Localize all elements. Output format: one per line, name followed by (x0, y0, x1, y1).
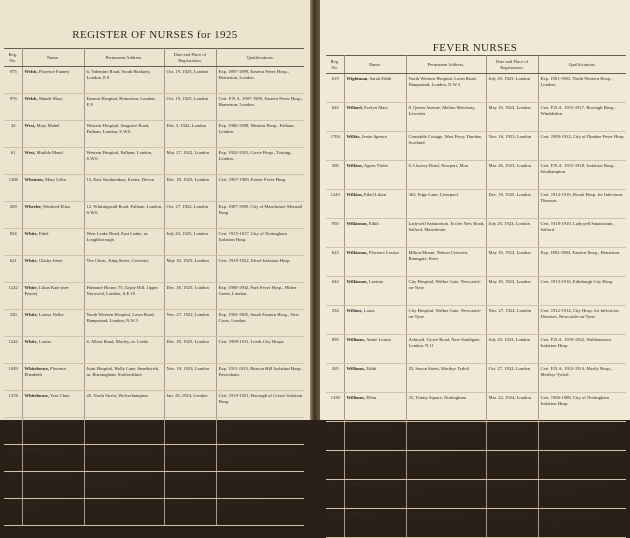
table-row (4, 148, 304, 175)
permanent-address: Constable Cottage, West Ferry, Dundee, Scotland (406, 132, 486, 161)
nurse-name (344, 103, 406, 132)
qualifications: Exp. 1902-1905, South Eastern Hosp., New Cross, London. (216, 310, 304, 337)
permanent-address: Western Hospital, Seagrave Road, Fulham, London, S.W.6 (84, 121, 164, 148)
reg-number: 269 (4, 202, 22, 229)
table-header-row (4, 49, 304, 67)
registration-date-place: July 20, 1923, London (486, 74, 538, 103)
surname: Wightman, (346, 76, 369, 82)
surname: Welsh, (24, 96, 38, 102)
nurse-name (22, 391, 84, 418)
nurse-name (344, 364, 406, 393)
given-names: Kathleen (43, 501, 61, 507)
right-page (320, 0, 630, 522)
nurse-name (22, 121, 84, 148)
surname: Williams, (346, 366, 366, 372)
registration-date-place: Jan. 18, 1924, London (164, 391, 216, 418)
reg-number: 1242 (4, 283, 22, 310)
given-names: Ethelwyn (45, 447, 64, 453)
permanent-address: 6, Albert Road, Morley, nr. Leeds (84, 337, 164, 364)
qualifications: Cert. 1906-1908, City of Nottingham Isolation Hosp. (538, 393, 626, 422)
reg-number: 975 (4, 67, 22, 94)
table-row (326, 335, 626, 364)
reg-number: 808 (4, 445, 22, 472)
qualifications: Cert. 1919-1921, Borough of Crewe Isolation Hosp. (216, 391, 304, 418)
registration-date-place: July 20, 1923, London (486, 335, 538, 364)
reg-number: 859 (326, 335, 344, 364)
permanent-address: Western Hospital, Seagrave Road, Fulham, London, S.W.6 (84, 472, 164, 499)
table-row (4, 472, 304, 499)
table-row (326, 248, 626, 277)
table-row (326, 132, 626, 161)
qualifications: Cert. F.N.A. 1907-1909, Eastern Fever Hosp., Homerton, London. (216, 94, 304, 121)
reg-number: 1243 (326, 190, 344, 219)
registration-date-place: Dec. 18, 1925, London (486, 451, 538, 480)
permanent-address: 25, Saxon Street, Merthyr Tydvil (406, 364, 486, 393)
header-registration: Date and Place of Registration. (164, 49, 216, 67)
qualifications: Cert. 1915-1917, City of Nottingham Isolation Hosp. (216, 229, 304, 256)
qualifications: Cert. F.N.A. 1915-1918, Isolation Hosp., Southampton. (538, 161, 626, 190)
book-gutter (310, 0, 320, 420)
reg-number: 265 (326, 364, 344, 393)
table-row (4, 364, 304, 391)
permanent-address: Ladywell Sanatorium, Eccles New Road, Salford, Manchester (406, 219, 486, 248)
table-body (326, 74, 626, 538)
given-names: Grace (366, 511, 378, 517)
qualifications: Cert. 1909-1912, City of Dundee Fever Hosp. (538, 132, 626, 161)
nurse-name (22, 256, 84, 283)
reg-number: 1306 (4, 175, 22, 202)
qualifications: Cert. 1914-1916, Brook Hosp. for Infectious Diseases. (538, 190, 626, 219)
nurse-name (22, 94, 84, 121)
permanent-address: 12, East Southernhay, Exeter, Devon (84, 175, 164, 202)
surname: Williams, (346, 395, 366, 401)
registration-date-place: Oct. 19, 1925, London (164, 94, 216, 121)
surname: Wickson, (24, 501, 43, 507)
nurse-name (22, 364, 84, 391)
registration-date-place: Mar. 27, 1922, London (164, 148, 216, 175)
reg-number: 619 (326, 74, 344, 103)
table-row (4, 418, 304, 445)
qualifications: Cert. F.N.A. 1912-1914, Marily Hosp., Merthyr Tydvil. (538, 364, 626, 393)
nurse-name (22, 418, 84, 445)
registration-date-place: Oct. 27, 1922, London (486, 422, 538, 451)
table-row (326, 364, 626, 393)
surname: White, (24, 258, 38, 264)
qualifications: Exp. 1909-1912, North Eastern Hosp., Tottenham, London. (538, 480, 626, 509)
surname: West, (24, 150, 36, 156)
table-row (326, 509, 626, 538)
surname: Wilkins, (346, 192, 363, 198)
reg-number: 1250 (326, 451, 344, 480)
table-row (326, 219, 626, 248)
surname: Whitfield, (24, 447, 45, 453)
reg-number: 834 (4, 229, 22, 256)
registration-date-place: May 18, 1923, London (486, 103, 538, 132)
nurse-name (344, 509, 406, 538)
registration-date-place: Nov. 27, 1922, London (164, 310, 216, 337)
surname: Williams, (346, 337, 366, 343)
qualifications: Exp. 1922-1923, Grove Hosp., Tooting, London. (216, 148, 304, 175)
permanent-address: 12, Whittingstall Road, Fulham, London, S.W.6 (84, 202, 164, 229)
surname: Wickham, (24, 474, 45, 480)
given-names: Ellen (366, 395, 377, 401)
reg-number: 625 (326, 480, 344, 509)
registration-date-place: Dec. 18, 1925, London (164, 175, 216, 202)
permanent-address: Milton Mount, Nelson Crescent, Ramsgate, Kent (406, 248, 486, 277)
header-registration: Date and Place of Registration. (486, 56, 538, 74)
registration-date-place: June 15, 1923, (164, 499, 216, 526)
qualifications: Cert. 1907-1909, Exeter Fever Hosp. (216, 175, 304, 202)
registration-date-place: July 20, 1923, London (164, 445, 216, 472)
permanent-address: 20, North Street, Wolverhampton (84, 391, 164, 418)
surname: West, (24, 123, 36, 129)
nurse-name (344, 393, 406, 422)
nurse-name (344, 480, 406, 509)
header-reg-no: Reg. No. (326, 56, 344, 74)
given-names: Gertrude Miriam (366, 482, 398, 488)
header-reg-no: Reg. No. (4, 49, 22, 67)
given-names: Jessie Spence (361, 134, 387, 140)
table-row (4, 283, 304, 310)
nurse-name (344, 161, 406, 190)
qualifications: Cert. 1919-1920, Ham Green Sanatorium Isolation Hosp., Bristol. (538, 422, 626, 451)
given-names: Lilian Kate (nee Payne) (24, 285, 69, 296)
table-row (326, 103, 626, 132)
nurse-name (22, 148, 84, 175)
table-row (4, 256, 304, 283)
surname: Wilkins, (346, 163, 363, 169)
surname: Whiteman, (24, 420, 47, 426)
nurse-name (344, 248, 406, 277)
permanent-address: Minkie, 34, Clarence Street, Mountain Ash, Glamorgan (406, 422, 486, 451)
registration-date-place: Feb. 3, 1922, London (164, 121, 216, 148)
table-row (4, 121, 304, 148)
given-names: Edith (368, 221, 379, 227)
header-name: Name. (22, 49, 84, 67)
table-row (4, 175, 304, 202)
qualifications: Cert. 1918-1919, Ladywell Sanatorium, Salford. (538, 219, 626, 248)
registration-date-place: Dec. 18, 1925, London (164, 337, 216, 364)
table-header-row (326, 56, 626, 74)
registration-date-place: Feb. 3, 1922, London (164, 472, 216, 499)
reg-number: 622 (326, 103, 344, 132)
nurse-name (344, 306, 406, 335)
qualifications: Exp. 1904-1906, Isolation Hosp., Southampton. (538, 509, 626, 538)
nurse-name (344, 451, 406, 480)
given-names: Edith (366, 366, 377, 372)
given-names: Evelyn Mary (364, 105, 389, 111)
reg-number: 976 (4, 94, 22, 121)
permanent-address: Western Hospital, Fulham, London, S.W.6 (84, 148, 164, 175)
qualifications: Exp. 1901-1903, North Western Hosp., London. (538, 74, 626, 103)
table-row (4, 499, 304, 526)
page-title: REGISTER OF NURSES for 1925 (72, 29, 238, 41)
given-names: Florence Irene (366, 453, 393, 459)
nurse-name (22, 283, 84, 310)
permanent-address: 6, Valentine Road, South Hackney, London, E.9 (84, 67, 164, 94)
reg-number: 1439 (326, 393, 344, 422)
qualifications: Cert. 1913-1916, Edinburgh City Hosp. (538, 277, 626, 306)
registration-date-place: Mar. 22, 1924, London (486, 393, 538, 422)
surname: White, (24, 231, 38, 237)
surname: Whitehouse, (24, 393, 49, 399)
qualifications: Cert. 1909-1911, Leeds City Hosps. (216, 337, 304, 364)
given-names: Winifred Eliza (42, 204, 70, 210)
given-names: Enid Mabel (366, 424, 388, 430)
table-row (4, 229, 304, 256)
reg-number: 1704 (326, 132, 344, 161)
permanent-address: North Western Hospital, Lawn Road, Hampstead, London, N.W.3 (84, 310, 164, 337)
qualifications: Cert. F.N.A. 1915-1917, Borough Hosp., Wimbledon. (538, 103, 626, 132)
permanent-address: 35, Trinity Square, Nottingham (406, 393, 486, 422)
given-names: Mary Elizabeth (45, 474, 75, 480)
surname: White, (24, 285, 38, 291)
surname: Wilkinson, (346, 250, 368, 256)
header-qualifications: Qualifications. (538, 56, 626, 74)
given-names: Mary Celia (44, 177, 66, 183)
table-row (326, 422, 626, 451)
header-address: Permanent Address. (406, 56, 486, 74)
registration-date-place: April 27, 1922, London (486, 480, 538, 509)
reg-number: 334 (326, 306, 344, 335)
given-names: Florence Elizabeth (24, 366, 67, 377)
given-names: Sarah Edith (369, 76, 392, 82)
qualifications: Exp. 1900-1902, Park Fever Hosp., Hither Green, London. (216, 283, 304, 310)
permanent-address: City Hospital, Walker Gate, Newcastle-on-Tyne (406, 277, 486, 306)
table-row (326, 277, 626, 306)
nurse-name (22, 445, 84, 472)
reg-number: 623 (326, 248, 344, 277)
table-row (326, 393, 626, 422)
reg-number: 950 (326, 219, 344, 248)
surname: Wilkinson, (346, 221, 368, 227)
permanent-address: 62, Park Avenue, Mitcham, Surrey (84, 418, 164, 445)
permanent-address: 6, Llwerry Road, Newport, Mon (406, 161, 486, 190)
given-names: Agnes Violet (363, 163, 388, 169)
permanent-address: The Clinic, King Street, Coventry (84, 256, 164, 283)
registration-date-place: Oct. 19, 1925, London (164, 67, 216, 94)
surname: Whitehouse, (24, 366, 49, 372)
table-row (4, 310, 304, 337)
reg-number: 269 (326, 422, 344, 451)
reg-number: 621 (4, 256, 22, 283)
reg-number: 61 (4, 148, 22, 175)
reg-number: 1378 (4, 391, 22, 418)
table-body (4, 67, 304, 526)
nurse-name (344, 74, 406, 103)
qualifications: Exp. 1915-1917, City Hosp. for Infectious Diseases, Newcastle-on-Tyne. (216, 445, 304, 472)
permanent-address: City Hospital, Walker Gate, Newcastle-on-Tyne (406, 306, 486, 335)
table-row (4, 94, 304, 121)
surname: Willans, (346, 308, 363, 314)
header-name: Name. (344, 56, 406, 74)
given-names: Annie Louisa (366, 337, 391, 343)
nurse-register-table (326, 55, 626, 538)
nurse-name (22, 337, 84, 364)
given-names: Matilda Maud (36, 150, 63, 156)
surname: Williams, (346, 424, 366, 430)
permanent-address: Panmure House, 75, Gipsy Hill, Upper Norwood, London, S.E.19 (84, 283, 164, 310)
given-names: Mildred Margaret Martha (24, 420, 81, 431)
qualifications: Cert. 1919-1922, Ilford Isolation Hosp. (216, 256, 304, 283)
given-names: Ethel (38, 231, 49, 237)
nurse-register-table (4, 48, 304, 526)
given-names: Gladys Irene (38, 258, 63, 264)
qualifications: Exp. 1906-1908, Western Hosp., Fulham, London. (216, 121, 304, 148)
permanent-address: North Western Hospital, Lawn Road, Hampstead, London, N.W.3 (406, 74, 486, 103)
qualifications: Exp. 1892-1894, Eastern Hosp., Homerton. (538, 248, 626, 277)
registration-date-place: Dec. 18, 1925, London (164, 283, 216, 310)
surname: Williams, (346, 511, 366, 517)
table-row (326, 451, 626, 480)
qualifications: Exp. 1897-1899, Eastern Fever Hosp., Homerton, London. (216, 67, 304, 94)
nurse-name (22, 175, 84, 202)
reg-number: 642 (326, 277, 344, 306)
table-row (4, 391, 304, 418)
given-names: Laura (363, 308, 375, 314)
permanent-address: Ashroyd, Grove Road, New Southgate, London, N.11 (406, 335, 486, 364)
permanent-address: White Hart House, (84, 499, 164, 526)
page-title: FEVER NURSES (432, 42, 518, 54)
nurse-name (344, 132, 406, 161)
nurse-name (344, 277, 406, 306)
qualifications: Exp. 1908-1912, Brook Hosp., Woolwich, London. (216, 418, 304, 445)
qualifications: Cert. F.N.A. 1919-1922, Walthamstow Isolation Hosp. (538, 335, 626, 364)
given-names: Maude Mary (38, 96, 63, 102)
nurse-name (344, 335, 406, 364)
registration-date-place: Nov. 27, 1922, London (486, 306, 538, 335)
table-row (4, 337, 304, 364)
surname: Welsh, (24, 69, 38, 75)
table-row (4, 202, 304, 229)
reg-number: 330 (4, 310, 22, 337)
nurse-name (22, 499, 84, 526)
surname: Wheeler, (24, 204, 42, 210)
reg-number: 43 (4, 472, 22, 499)
surname: Willard, (346, 105, 363, 111)
given-names: Ethel Lilian (364, 192, 386, 198)
table-row (4, 67, 304, 94)
reg-number: 1366 (326, 509, 344, 538)
surname: Whenton, (24, 177, 44, 183)
surname: White, (24, 339, 38, 345)
qualifications: Exp. 1920-1922, and (216, 499, 304, 526)
surname: Wilkie, (346, 134, 361, 140)
table-row (326, 74, 626, 103)
permanent-address: 8, Queen Avenue, Melton Mowbray, Leicester (406, 103, 486, 132)
table-row (326, 306, 626, 335)
nurse-name (344, 219, 406, 248)
header-qualifications: Qualifications. (216, 49, 304, 67)
surname: Williams, (346, 482, 366, 488)
registration-date-place: Jan. 18, 1924, London (486, 509, 538, 538)
table-row (326, 190, 626, 219)
permanent-address: 3, Napier Street, Machen, Monmouthshire (406, 451, 486, 480)
header-address: Permanent Address. (84, 49, 164, 67)
registration-date-place: Nov. 10, 1923, London (164, 364, 216, 391)
given-names: Louisa Nellie (38, 312, 64, 318)
registration-date-place: May 18, 1923, London (486, 248, 538, 277)
qualifications: Cert. 1912-1914, City Hosp. for Infectious Diseases, Newcastle-on-Tyne. (538, 306, 626, 335)
permanent-address: 56, Dunsmure Road, Stamford Hill, London, N.16 (84, 445, 164, 472)
surname: White, (24, 312, 38, 318)
registration-date-place: Nov. 27, 1922, London (164, 418, 216, 445)
table-row (326, 480, 626, 509)
qualifications: Exp. 1902-1904, M.A.B. Hosps. (216, 472, 304, 499)
qualifications: Exp. 1926-1919, Park Fever Hosp., Hither Green, London. (538, 451, 626, 480)
registration-date-place: July 20, 1925, London (164, 229, 216, 256)
table-row (4, 445, 304, 472)
permanent-address: West Leake Road, East Leake, nr. Loughborough (84, 229, 164, 256)
left-page (0, 0, 311, 507)
nurse-name (22, 67, 84, 94)
surname: Wilkinson, (346, 279, 368, 285)
registration-date-place: May 18, 1923, London (486, 277, 538, 306)
nurse-name (22, 202, 84, 229)
given-names: Lavinia (368, 279, 383, 285)
reg-number: 500 (326, 161, 344, 190)
registration-date-place: May 18, 1925, London (164, 256, 216, 283)
reg-number: 1049 (4, 364, 22, 391)
reg-number: 1242 (4, 337, 22, 364)
nurse-name (22, 310, 84, 337)
qualifications: Exp. 1911-1913, Beacon Hill Isolation Hosp., Faversham. (216, 364, 304, 391)
given-names: Mary Mabel (36, 123, 60, 129)
given-names: Vera Clare (49, 393, 70, 399)
reg-number: 42 (4, 121, 22, 148)
reg-number: 751 (4, 499, 22, 526)
reg-number: 333 (4, 418, 22, 445)
given-names: Louise (38, 339, 52, 345)
permanent-address: Joint Hospital, Holly Lane, Smethwick, nr. Birmingham, Staffordshire (84, 364, 164, 391)
nurse-name (22, 229, 84, 256)
permanent-address: Eastern Hospital, Homerton, London, E.9 (84, 94, 164, 121)
permanent-address: North Riding Infirmary, Middlesbrough, Yorkshire (406, 480, 486, 509)
registration-date-place: Oct. 27, 1922, London (164, 202, 216, 229)
nurse-name (344, 190, 406, 219)
registration-date-place: Nov. 16, 1923, London (486, 132, 538, 161)
registration-date-place: Mar. 26, 1923, London (486, 161, 538, 190)
nurse-name (22, 472, 84, 499)
registration-date-place: Oct. 27, 1922, London (486, 364, 538, 393)
registration-date-place: July 20, 1923, London (486, 219, 538, 248)
permanent-address: 363, Edge Lane, Liverpool (406, 190, 486, 219)
nurse-name (344, 422, 406, 451)
registration-date-place: Dec. 18, 1925, London (486, 190, 538, 219)
table-row (326, 161, 626, 190)
surname: Williams, (346, 453, 366, 459)
permanent-address: 93, Huskisson Street, Liverpool (406, 509, 486, 538)
given-names: Florence Louisa (368, 250, 399, 256)
qualifications: Exp. 1907-1909, City of Manchester Monsall Hosp. (216, 202, 304, 229)
given-names: Florence Fanney (38, 69, 70, 75)
